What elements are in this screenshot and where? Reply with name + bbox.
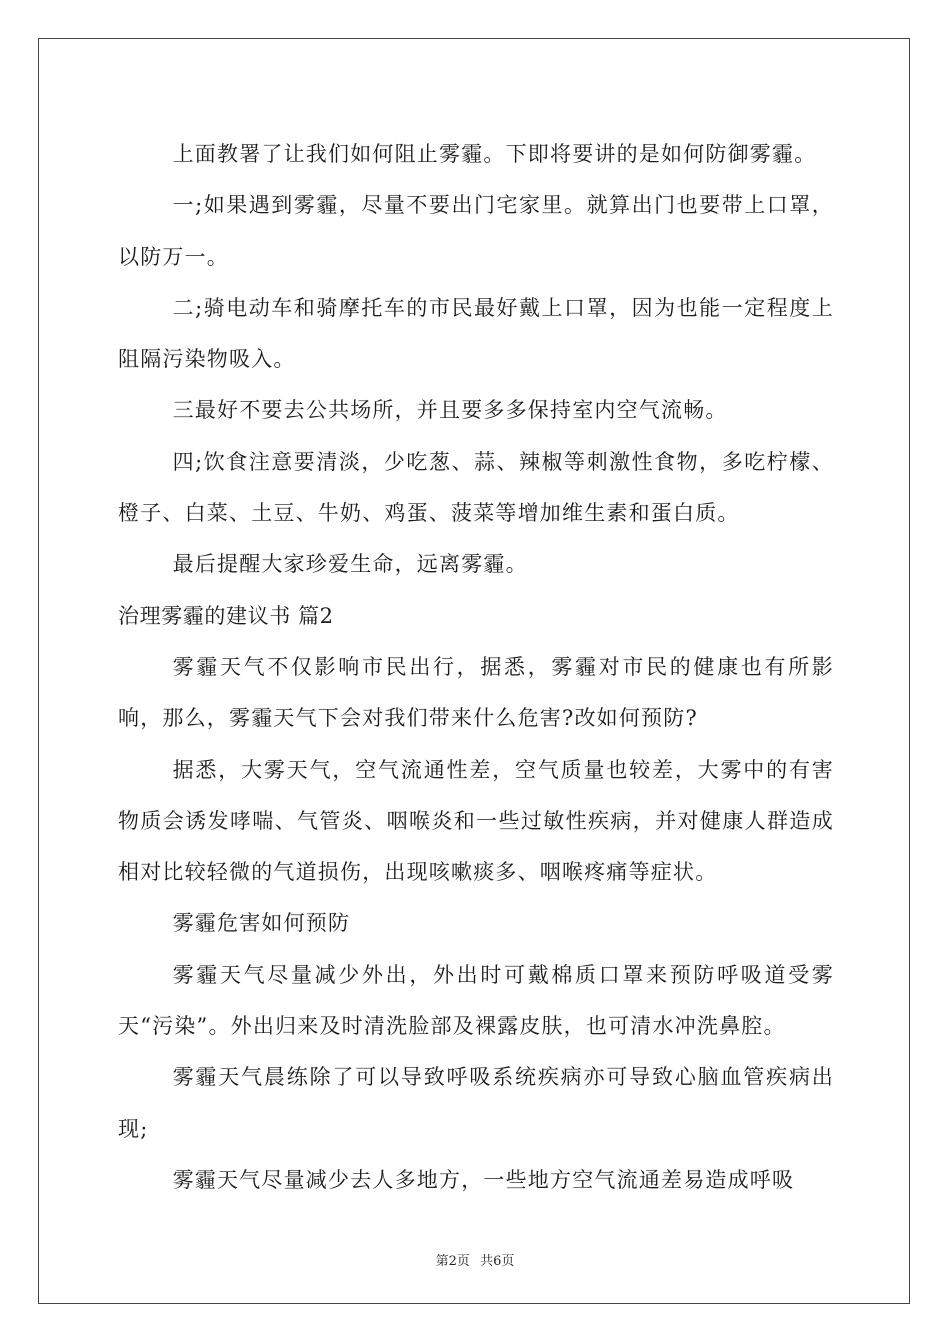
- paragraph: 雾霾天气不仅影响市民出行，据悉，雾霾对市民的健康也有所影响，那么，雾霾天气下会对我们带来什么危害?改如何预防?: [118, 654, 834, 731]
- subheading: 雾霾危害如何预防: [172, 911, 351, 936]
- paragraph: 四;饮食注意要清淡，少吃葱、蒜、辣椒等刺激性食物，多吃柠檬、橙子、白菜、土豆、牛奶、鸡蛋、菠菜等增加维生素和蛋白质。: [118, 449, 834, 526]
- paragraph: 二;骑电动车和骑摩托车的市民最好戴上口罩，因为也能一定程度上阻隔污染物吸入。: [118, 295, 834, 372]
- document-body: [118, 129, 834, 1206]
- paragraph: 雾霾天气晨练除了可以导致呼吸系统疾病亦可导致心脑血管疾病出现;: [118, 1065, 834, 1141]
- paragraph: 最后提醒大家珍爱生命，远离雾霾。: [172, 552, 528, 577]
- paragraph: 上面教署了让我们如何阻止雾霾。下即将要讲的是如何防御雾霾。: [172, 142, 817, 166]
- paragraph: 一;如果遇到雾霾，尽量不要出门宅家里。就算出门也要带上口罩，以防万一。: [118, 193, 834, 269]
- page-number: 第2页: [435, 1254, 470, 1269]
- paragraph: 雾霾天气尽量减少外出，外出时可戴棉质口罩来预防呼吸道受雾天“污染”。外出归来及时清洗脸部及裸露皮肤，也可清水冲洗鼻腔。: [118, 962, 834, 1039]
- page-total: 共6页: [480, 1254, 515, 1269]
- paragraph: 三最好不要去公共场所，并且要多多保持室内空气流畅。: [172, 398, 728, 423]
- paragraph: 雾霾天气尽量减少去人多地方，一些地方空气流通差易造成呼吸: [172, 1167, 795, 1192]
- paragraph: 据悉，大雾天气，空气流通性差，空气质量也较差，大雾中的有害物质会诱发哮喘、气管炎、咽喉炎和一些过敏性疾病，并对健康人群造成相对比较轻微的气道损伤，出现咳嗽痰多、咽喉疼痛等症状。: [118, 757, 834, 885]
- page-footer: [0, 1250, 950, 1269]
- section-heading: 治理雾霾的建议书 篇2: [118, 603, 334, 628]
